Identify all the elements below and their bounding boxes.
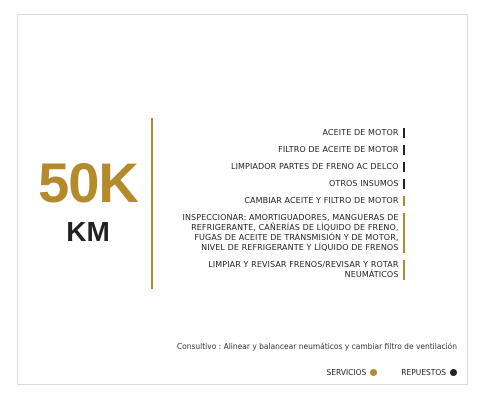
black-dot-icon: [450, 369, 457, 376]
legend: [303, 368, 457, 377]
maintenance-items-list: [168, 128, 405, 287]
divider-line: [151, 118, 153, 289]
list-item: [168, 196, 405, 206]
advisory-note: Consultivo : Alinear y balancear neumáticos y cambiar filtro de ventilación: [176, 342, 457, 351]
legend-repuestos: [401, 368, 457, 377]
item-text: CAMBIAR ACEITE Y FILTRO DE MOTOR: [244, 196, 399, 205]
list-item: [168, 128, 405, 138]
item-marker: [403, 196, 406, 206]
item-text: OTROS INSUMOS: [328, 179, 399, 188]
item-marker: [403, 128, 406, 138]
item-marker: [403, 213, 406, 253]
legend-servicios-label: SERVICIOS: [326, 368, 367, 377]
list-item: [168, 260, 405, 280]
item-marker: [403, 179, 406, 189]
item-marker: [403, 162, 406, 172]
item-text: LIMPIADOR PARTES DE FRENO AC DELCO: [231, 162, 399, 171]
mileage-value: 50K: [38, 151, 138, 214]
list-item: [168, 179, 405, 189]
list-item: [168, 145, 405, 155]
maintenance-card: [17, 14, 468, 385]
item-text: FILTRO DE ACEITE DE MOTOR: [278, 145, 399, 154]
item-text: ACEITE DE MOTOR: [322, 128, 399, 137]
item-text: INSPECCIONAR: AMORTIGUADORES, MANGUERAS DE REFRIGERANTE, CAÑERÍAS DE LÍQUIDO DE FRENO, FUGAS DE ACEITE DE TRANSMISIÓN Y DE MOTOR, NIVEL DE REFRIGERANTE Y LÍQUIDO DE FRENOS: [182, 213, 399, 252]
list-item: [168, 162, 405, 172]
item-text: LIMPIAR Y REVISAR FRENOS/REVISAR Y ROTAR NEUMÁTICOS: [208, 260, 399, 279]
list-item: [168, 213, 405, 253]
legend-repuestos-label: REPUESTOS: [401, 368, 446, 377]
mileage-block: [36, 151, 140, 247]
item-marker: [403, 145, 406, 155]
gold-dot-icon: [370, 369, 377, 376]
legend-servicios: [327, 368, 378, 377]
mileage-unit: KM: [66, 216, 110, 247]
item-marker: [403, 260, 406, 280]
